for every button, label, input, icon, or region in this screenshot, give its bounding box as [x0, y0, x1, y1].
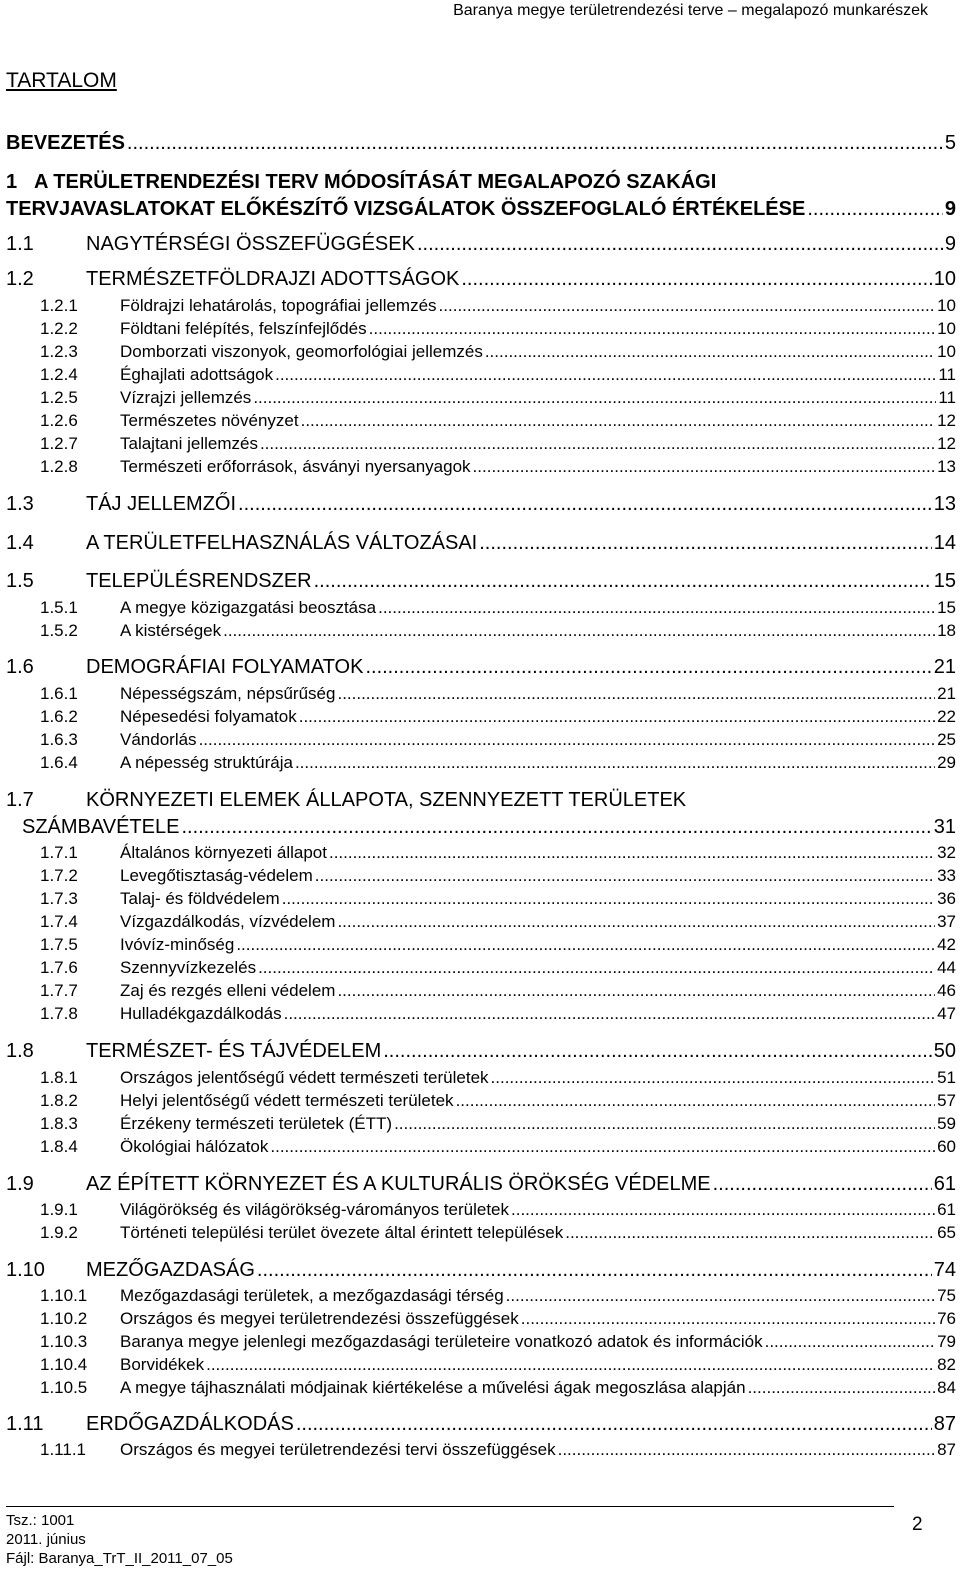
toc-title: Ökológiai hálózatok — [120, 1137, 269, 1156]
toc-page: 87 — [933, 1413, 956, 1435]
toc-number: 1.8 — [6, 1040, 34, 1062]
toc-title: TELEPÜLÉSRENDSZER — [86, 570, 312, 592]
toc-leader — [181, 816, 931, 839]
toc-entry[interactable] — [40, 1004, 956, 1024]
toc-leader — [365, 656, 931, 679]
toc-leader — [461, 268, 931, 291]
toc-title: Világörökség és világörökség-várományos területek — [120, 1200, 509, 1219]
toc-entry-continuation[interactable] — [6, 198, 956, 221]
toc-leader — [473, 457, 936, 477]
toc-entry[interactable] — [6, 1173, 956, 1196]
toc-leader — [284, 1004, 935, 1024]
toc-title: Vízrajzi jellemzés — [120, 388, 252, 407]
toc-page: 42 — [937, 935, 956, 954]
toc-number: 1.2.6 — [40, 411, 78, 430]
toc-title: KÖRNYEZETI ELEMEK ÁLLAPOTA, SZENNYEZETT TERÜLETEK — [86, 789, 687, 811]
toc-title-continued: SZÁMBAVÉTELE — [22, 816, 180, 838]
toc-entry[interactable] — [40, 1223, 956, 1243]
toc-number: 1.6 — [6, 656, 34, 678]
toc-entry[interactable] — [40, 684, 956, 704]
toc-title: Szennyvízkezelés — [120, 958, 257, 977]
toc-entry[interactable] — [6, 1259, 956, 1282]
toc-leader — [253, 388, 936, 408]
toc-title: Érzékeny természeti területek (ÉTT) — [120, 1114, 393, 1133]
footer-date: 2011. június — [6, 1531, 86, 1548]
toc-leader — [257, 1259, 932, 1282]
toc-entry[interactable] — [40, 1355, 956, 1375]
toc-entry[interactable] — [40, 1332, 956, 1352]
toc-number: 1.2.2 — [40, 319, 78, 338]
toc-entry[interactable] — [40, 1309, 956, 1329]
toc-title: TÁJ JELLEMZŐI — [86, 493, 237, 515]
toc-entry[interactable] — [40, 598, 956, 618]
toc-leader — [295, 753, 935, 773]
toc-title: Vándorlás — [120, 730, 197, 749]
toc-entry[interactable] — [6, 1413, 956, 1436]
toc-page: 87 — [937, 1440, 956, 1459]
toc-leader — [258, 958, 935, 978]
toc-page: 13 — [937, 457, 956, 476]
toc-title: A népesség struktúrája — [120, 753, 293, 772]
toc-number: 1.5.1 — [40, 598, 78, 617]
toc-number: 1.6.1 — [40, 684, 78, 703]
toc-leader — [275, 365, 936, 385]
toc-title: MEZŐGAZDASÁG — [86, 1259, 255, 1281]
toc-title: Természeti erőforrások, ásványi nyersanyagok — [120, 457, 471, 476]
toc-number: 1.2.5 — [40, 388, 78, 407]
toc-number: 1.10.1 — [40, 1286, 88, 1305]
toc-page: 79 — [937, 1332, 956, 1351]
toc-entry[interactable] — [40, 889, 956, 909]
toc-heading: TARTALOM — [6, 69, 117, 92]
toc-number: 1.10.4 — [40, 1355, 88, 1374]
toc-leader — [521, 1309, 935, 1329]
toc-entry[interactable] — [40, 342, 956, 362]
toc-title: Helyi jelentőségű védett természeti területek — [120, 1091, 454, 1110]
toc-title: Országos és megyei területrendezési tervi összefüggések — [120, 1440, 556, 1459]
toc-page: 18 — [937, 621, 956, 640]
toc-title: AZ ÉPÍTETT KÖRNYEZET ÉS A KULTURÁLIS ÖRÖKSÉG VÉDELME — [86, 1173, 711, 1195]
toc-title: Földtani felépítés, felszínfejlődés — [120, 319, 367, 338]
toc-entry[interactable] — [40, 434, 956, 454]
footer-filename: Fájl: Baranya_TrT_II_2011_07_05 — [6, 1550, 233, 1567]
toc-page: 75 — [937, 1286, 956, 1305]
toc-number: 1.10 — [6, 1259, 45, 1281]
toc-leader — [223, 621, 935, 641]
toc-page: 46 — [937, 981, 956, 1000]
toc-entry[interactable] — [40, 1137, 956, 1157]
toc-number: 1.4 — [6, 532, 34, 554]
toc-leader — [439, 296, 936, 316]
toc-title: A megye közigazgatási beosztása — [120, 598, 377, 617]
toc-number: 1.2.3 — [40, 342, 78, 361]
toc-number: 1.8.4 — [40, 1137, 78, 1156]
toc-page: 9 — [944, 198, 956, 220]
toc-entry[interactable] — [6, 656, 956, 679]
toc-title: Vízgazdálkodás, vízvédelem — [120, 912, 336, 931]
toc-page: 36 — [937, 889, 956, 908]
toc-entry[interactable] — [40, 319, 956, 339]
toc-number: 1.7.2 — [40, 866, 78, 885]
toc-page: 32 — [937, 843, 956, 862]
toc-leader — [238, 493, 932, 516]
toc-number: 1.7.6 — [40, 958, 78, 977]
toc-page: 51 — [937, 1068, 956, 1087]
toc-title-continued: TERVJAVASLATOKAT ELŐKÉSZÍTŐ VIZSGÁLATOK ÖSSZEFOGLALÓ ÉRTÉKELÉSE — [6, 198, 806, 220]
toc-leader — [337, 684, 935, 704]
toc-leader — [378, 598, 935, 618]
toc-entry[interactable] — [40, 843, 956, 863]
toc-entry[interactable] — [6, 789, 956, 812]
toc-title: DEMOGRÁFIAI FOLYAMATOK — [86, 656, 364, 678]
toc-title: Népességszám, népsűrűség — [120, 684, 336, 703]
toc-leader — [315, 866, 935, 886]
toc-leader — [506, 1286, 935, 1306]
toc-number: 1.7.7 — [40, 981, 78, 1000]
toc-page: 22 — [937, 707, 956, 726]
toc-entry[interactable] — [40, 1091, 956, 1111]
page-number: 2 — [912, 1514, 923, 1535]
toc-entry[interactable] — [6, 233, 956, 256]
toc-entry[interactable] — [40, 753, 956, 773]
running-header: Baranya megye területrendezési terve – megalapozó munkarészek — [453, 2, 928, 19]
toc-page: 37 — [937, 912, 956, 931]
toc-leader — [260, 434, 935, 454]
toc-title: Országos és megyei területrendezési összefüggések — [120, 1309, 519, 1328]
toc-page: 10 — [937, 342, 956, 361]
toc-leader — [485, 342, 935, 362]
toc-entry[interactable] — [6, 493, 956, 516]
toc-page: 15 — [933, 570, 956, 592]
toc-leader — [456, 1091, 936, 1111]
toc-number: 1.7.5 — [40, 935, 78, 954]
toc-title: Általános környezeti állapot — [120, 843, 327, 862]
toc-title: Borvidékek — [120, 1355, 205, 1374]
toc-leader — [199, 730, 936, 750]
toc-page: 10 — [933, 268, 956, 290]
toc-entry[interactable] — [40, 457, 956, 477]
toc-title: TERMÉSZETFÖLDRAJZI ADOTTSÁGOK — [86, 268, 460, 290]
toc-page: 5 — [944, 132, 956, 154]
toc-title: Talajtani jellemzés — [120, 434, 258, 453]
toc-title: NAGYTÉRSÉGI ÖSSZEFÜGGÉSEK — [86, 233, 415, 255]
toc-title: Levegőtisztaság-védelem — [120, 866, 313, 885]
toc-page: 84 — [937, 1378, 956, 1397]
toc-title: A TERÜLETFELHASZNÁLÁS VÁLTOZÁSAI — [86, 532, 478, 554]
toc-number: 1.2 — [6, 268, 34, 290]
toc-page: 11 — [938, 388, 956, 407]
toc-entry[interactable] — [40, 730, 956, 750]
toc-number: 1.3 — [6, 493, 34, 515]
toc-page: 25 — [937, 730, 956, 749]
toc-number: 1.5 — [6, 570, 34, 592]
toc-page: 21 — [933, 656, 956, 678]
toc-number: 1.2.4 — [40, 365, 78, 384]
toc-leader — [369, 319, 935, 339]
toc-number: 1.5.2 — [40, 621, 78, 640]
toc-entry[interactable] — [6, 268, 956, 291]
toc-title: Népesedési folyamatok — [120, 707, 297, 726]
toc-title: Hulladékgazdálkodás — [120, 1004, 282, 1023]
toc-page: 74 — [933, 1259, 956, 1281]
footer-divider — [6, 1506, 894, 1507]
toc-page: 13 — [933, 493, 956, 515]
toc-leader — [127, 132, 943, 155]
toc-number: 1.6.2 — [40, 707, 78, 726]
toc-number: 1.11.1 — [40, 1440, 87, 1459]
toc-leader — [713, 1173, 932, 1196]
toc-title: A kistérségek — [120, 621, 222, 640]
toc-title: Domborzati viszonyok, geomorfológiai jellemzés — [120, 342, 483, 361]
toc-page: 21 — [937, 684, 956, 703]
toc-page: 11 — [938, 365, 956, 384]
toc-leader — [337, 912, 935, 932]
toc-title: Baranya megye jelenlegi mezőgazdasági területeire vonatkozó adatok és információk — [120, 1332, 763, 1351]
toc-entry[interactable] — [6, 1040, 956, 1063]
toc-title: Mezőgazdasági területek, a mezőgazdasági térség — [120, 1286, 504, 1305]
toc-page: 61 — [937, 1200, 956, 1219]
toc-leader — [329, 843, 935, 863]
toc-entry[interactable] — [40, 958, 956, 978]
toc-page: 50 — [933, 1040, 956, 1062]
toc-title: Országos jelentőségű védett természeti területek — [120, 1068, 489, 1087]
toc-page: 12 — [937, 434, 956, 453]
toc-leader — [282, 889, 935, 909]
toc-number: 1.10.3 — [40, 1332, 88, 1351]
toc-leader — [765, 1332, 935, 1352]
toc-entry[interactable] — [40, 1378, 956, 1398]
toc-entry[interactable] — [40, 1440, 956, 1460]
toc-title: A TERÜLETRENDEZÉSI TERV MÓDOSÍTÁSÁT MEGALAPOZÓ SZAKÁGI — [34, 171, 717, 193]
toc-number: 1.9.1 — [40, 1200, 78, 1219]
toc-number: 1.6.4 — [40, 753, 78, 772]
toc-title: Éghajlati adottságok — [120, 365, 274, 384]
toc-page: 9 — [944, 233, 956, 255]
toc-page: 57 — [937, 1091, 956, 1110]
toc-entry[interactable] — [40, 1200, 956, 1220]
toc-page: 14 — [933, 532, 956, 554]
toc-number: 1.6.3 — [40, 730, 78, 749]
toc-entry[interactable] — [40, 621, 956, 641]
toc-number: 1.1 — [6, 233, 34, 255]
toc-leader — [337, 981, 935, 1001]
toc-entry[interactable] — [40, 866, 956, 886]
toc-number: 1.7.3 — [40, 889, 78, 908]
toc-leader — [558, 1440, 935, 1460]
toc-page: 10 — [937, 296, 956, 315]
toc-page: 65 — [937, 1223, 956, 1242]
toc-number: 1.9.2 — [40, 1223, 78, 1242]
toc-page: 76 — [937, 1309, 956, 1328]
toc-page: 33 — [937, 866, 956, 885]
toc-leader — [394, 1114, 935, 1134]
toc-number: 1.8.2 — [40, 1091, 78, 1110]
toc-leader — [236, 935, 935, 955]
toc-title: Talaj- és földvédelem — [120, 889, 280, 908]
toc-entry[interactable] — [40, 411, 956, 431]
toc-entry[interactable] — [40, 935, 956, 955]
toc-entry[interactable] — [6, 532, 956, 555]
toc-leader — [748, 1378, 936, 1398]
toc-title: ERDŐGAZDÁLKODÁS — [86, 1413, 294, 1435]
toc-leader — [565, 1223, 935, 1243]
toc-leader — [479, 532, 932, 555]
toc-title: Történeti települési terület övezete által érintett települések — [120, 1223, 564, 1242]
toc-page: 15 — [937, 598, 956, 617]
toc-number: 1.7.8 — [40, 1004, 78, 1023]
toc-number: 1.8.3 — [40, 1114, 78, 1133]
toc-entry[interactable] — [40, 1114, 956, 1134]
toc-title: Természetes növényzet — [120, 411, 299, 430]
toc-leader — [491, 1068, 936, 1088]
toc-page: 59 — [937, 1114, 956, 1133]
toc-leader — [511, 1200, 935, 1220]
toc-leader — [270, 1137, 935, 1157]
toc-entry[interactable] — [40, 707, 956, 727]
toc-entry[interactable] — [40, 1068, 956, 1088]
toc-leader — [314, 570, 932, 593]
toc-number: 1.2.8 — [40, 457, 78, 476]
toc-page: 47 — [937, 1004, 956, 1023]
toc-number: 1.9 — [6, 1173, 34, 1195]
footer-project-number: Tsz.: 1001 — [6, 1512, 75, 1529]
toc-page: 29 — [937, 753, 956, 772]
toc-page: 10 — [937, 319, 956, 338]
toc-entry[interactable] — [6, 132, 956, 155]
toc-leader — [206, 1355, 935, 1375]
toc-title: A megye tájhasználati módjainak kiértékelése a művelési ágak megoszlása alapján — [120, 1378, 746, 1397]
toc-title: Zaj és rezgés elleni védelem — [120, 981, 336, 1000]
toc-entry-continuation[interactable] — [22, 816, 956, 839]
toc-title: TERMÉSZET- ÉS TÁJVÉDELEM — [86, 1040, 382, 1062]
toc-entry[interactable] — [40, 365, 956, 385]
toc-leader — [296, 1413, 932, 1436]
toc-number: 1.2.7 — [40, 434, 78, 453]
toc-leader — [417, 233, 943, 256]
toc-page: 31 — [933, 816, 956, 838]
toc-page: 61 — [933, 1173, 956, 1195]
toc-page: 12 — [937, 411, 956, 430]
toc-number: 1.7.1 — [40, 843, 78, 862]
toc-number: 1.10.5 — [40, 1378, 88, 1397]
toc-entry[interactable] — [6, 171, 956, 194]
toc-page: 82 — [937, 1355, 956, 1374]
toc-leader — [807, 198, 943, 221]
toc-leader — [299, 707, 935, 727]
toc-number: 1.10.2 — [40, 1309, 88, 1328]
toc-entry[interactable] — [40, 296, 956, 316]
toc-title: Ivóvíz-minőség — [120, 935, 235, 954]
toc-number: 1.7 — [6, 789, 34, 811]
toc-number: 1.11 — [6, 1413, 44, 1435]
toc-page: 44 — [937, 958, 956, 977]
toc-number: 1 — [6, 171, 18, 193]
toc-entry[interactable] — [40, 912, 956, 932]
toc-leader — [301, 411, 935, 431]
toc-number: 1.2.1 — [40, 296, 78, 315]
toc-entry[interactable] — [40, 981, 956, 1001]
toc-number: 1.8.1 — [40, 1068, 78, 1087]
toc-title: BEVEZETÉS — [6, 132, 125, 154]
toc-entry[interactable] — [6, 570, 956, 593]
toc-number: 1.7.4 — [40, 912, 78, 931]
toc-entry[interactable] — [40, 388, 956, 408]
toc-page: 60 — [937, 1137, 956, 1156]
toc-entry[interactable] — [40, 1286, 956, 1306]
toc-leader — [383, 1040, 932, 1063]
toc-title: Földrajzi lehatárolás, topográfiai jellemzés — [120, 296, 437, 315]
